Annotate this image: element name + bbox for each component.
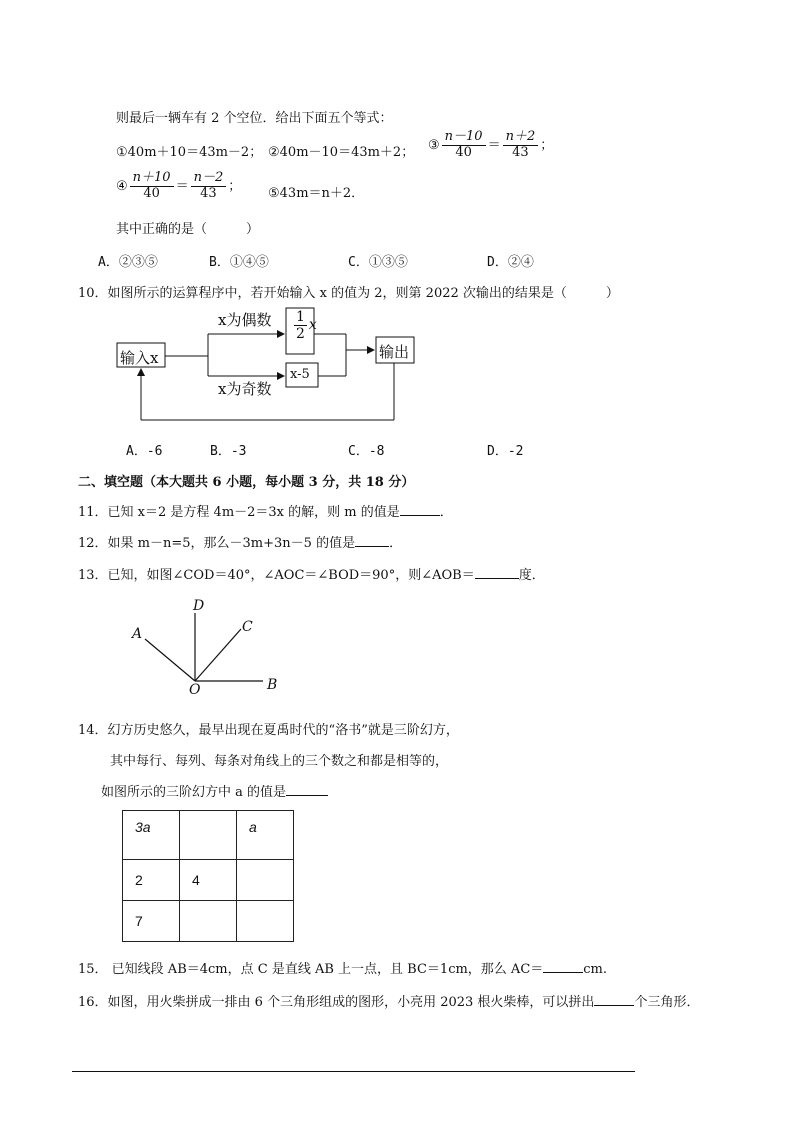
flow-frac-num: 1 — [296, 309, 305, 325]
magic-cell: 3a — [123, 811, 180, 860]
eq4-fraction-right: $\frac{n-2}{43}$ — [191, 171, 227, 202]
q15-text: 15． 已知线段 AB＝4cm，点 C 是直线 AB 上一点，且 BC＝1cm，那么 AC＝ — [78, 962, 544, 977]
label-c: C — [242, 619, 253, 635]
flow-odd-label: x为奇数 — [218, 380, 272, 398]
eq3-equals: ＝ — [487, 137, 501, 153]
q9-equation-2: ②40m－10＝43m＋2； — [268, 145, 415, 160]
q13-angle-diagram — [125, 595, 285, 695]
q9-question: 其中正确的是（ ） — [116, 222, 260, 237]
magic-row — [123, 901, 294, 942]
q14-line-3 — [101, 781, 328, 800]
eq4-fraction-left: $\frac{n+10}{40}$ — [130, 171, 174, 202]
q13-blank[interactable] — [475, 566, 519, 579]
q14-blank[interactable] — [286, 783, 328, 796]
q15 — [78, 958, 607, 977]
q11-blank[interactable] — [400, 503, 440, 516]
magic-cell — [237, 860, 294, 901]
eq3-fraction-left: $\frac{n-10}{40}$ — [442, 130, 486, 161]
q13-text: 13．已知，如图∠COD＝40°，∠AOC＝∠BOD＝90°，则∠AOB＝ — [78, 568, 475, 583]
q10-option-c[interactable]: C．-8 — [348, 444, 385, 459]
q9-equation-1: ①40m＋10＝43m－2； — [116, 145, 263, 160]
magic-cell: 4 — [180, 860, 237, 901]
label-a: A — [132, 626, 143, 642]
q12-text: 12．如果 m－n=5，那么－3m+3n－5 的值是 — [78, 536, 356, 551]
eq3-suffix: ； — [540, 137, 554, 153]
magic-square — [122, 810, 294, 942]
footer-divider — [72, 1071, 635, 1072]
q16 — [78, 991, 699, 1010]
q14-line-1: 14．幻方历史悠久，最早出现在夏禹时代的“洛书”就是三阶幻方， — [78, 723, 459, 738]
flow-frac-var: x — [308, 317, 317, 334]
q9-option-d[interactable]: D．②④ — [487, 255, 534, 270]
q9-equation-5: ⑤43m＝n＋2． — [268, 186, 365, 201]
ray-oa — [145, 639, 195, 681]
section-title: 二、填空题（本大题共 6 小题，每小题 3 分，共 18 分） — [78, 475, 415, 490]
magic-row — [123, 811, 294, 860]
q11-text: 11．已知 x＝2 是方程 4m－2＝3x 的解，则 m 的值是 — [78, 505, 400, 520]
magic-cell: 2 — [123, 860, 180, 901]
q10-option-d[interactable]: D．-2 — [487, 444, 524, 459]
eq3-prefix: ③ — [428, 137, 440, 153]
label-d: D — [193, 598, 205, 614]
q16-blank[interactable] — [594, 993, 634, 1006]
q15-blank[interactable] — [543, 960, 583, 973]
q14-line-2: 其中每行、每列、每条对角线上的三个数之和都是相等的， — [110, 754, 449, 769]
magic-cell — [180, 811, 237, 860]
q9-option-b[interactable]: B．①④⑤ — [209, 255, 269, 270]
q12-post: ． — [389, 536, 403, 551]
q9-equation-4 — [116, 171, 241, 202]
q13 — [78, 564, 545, 583]
q12 — [78, 532, 402, 551]
q16-post: 个三角形． — [634, 995, 700, 1010]
label-o: O — [189, 682, 201, 698]
q10-option-a[interactable]: A．-6 — [126, 444, 163, 459]
magic-row — [123, 860, 294, 901]
q11-post: ． — [439, 505, 453, 520]
flow-input-label: 输入x — [120, 349, 159, 367]
q9-option-c[interactable]: C．①③⑤ — [348, 255, 408, 270]
q12-blank[interactable] — [355, 534, 389, 547]
eq4-prefix: ④ — [116, 178, 128, 194]
magic-cell — [180, 901, 237, 942]
eq4-suffix: ； — [228, 178, 242, 194]
flow-even-label: x为偶数 — [218, 311, 272, 329]
q9-intro: 则最后一辆车有 2 个空位．给出下面五个等式： — [116, 111, 393, 126]
q15-post: cm. — [583, 962, 608, 977]
flow-half-fraction — [292, 309, 317, 342]
eq4-equals: ＝ — [175, 178, 189, 194]
q16-text: 16．如图，用火柴拼成一排由 6 个三角形组成的图形，小亮用 2023 根火柴棒，可以拼出 — [78, 995, 595, 1010]
q10-option-b[interactable]: B．-3 — [210, 444, 247, 459]
flow-odd-op: x-5 — [290, 367, 310, 382]
flow-output-label: 输出 — [379, 343, 410, 361]
magic-cell: 7 — [123, 901, 180, 942]
q9-option-a[interactable]: A．②③⑤ — [98, 255, 158, 270]
magic-cell: a — [237, 811, 294, 860]
ray-oc — [195, 629, 241, 681]
q9-equation-3 — [428, 130, 553, 161]
q13-post: 度． — [518, 568, 545, 583]
q11 — [78, 501, 453, 520]
flow-frac-den: 2 — [296, 326, 305, 343]
q14-text: 如图所示的三阶幻方中 a 的值是 — [101, 785, 287, 800]
eq3-fraction-right: $\frac{n+2}{43}$ — [503, 130, 539, 161]
q10-text: 10．如图所示的运算程序中，若开始输入 x 的值为 2，则第 2022 次输出的结果是（ ） — [78, 286, 619, 301]
magic-cell — [237, 901, 294, 942]
label-b: B — [267, 677, 278, 693]
